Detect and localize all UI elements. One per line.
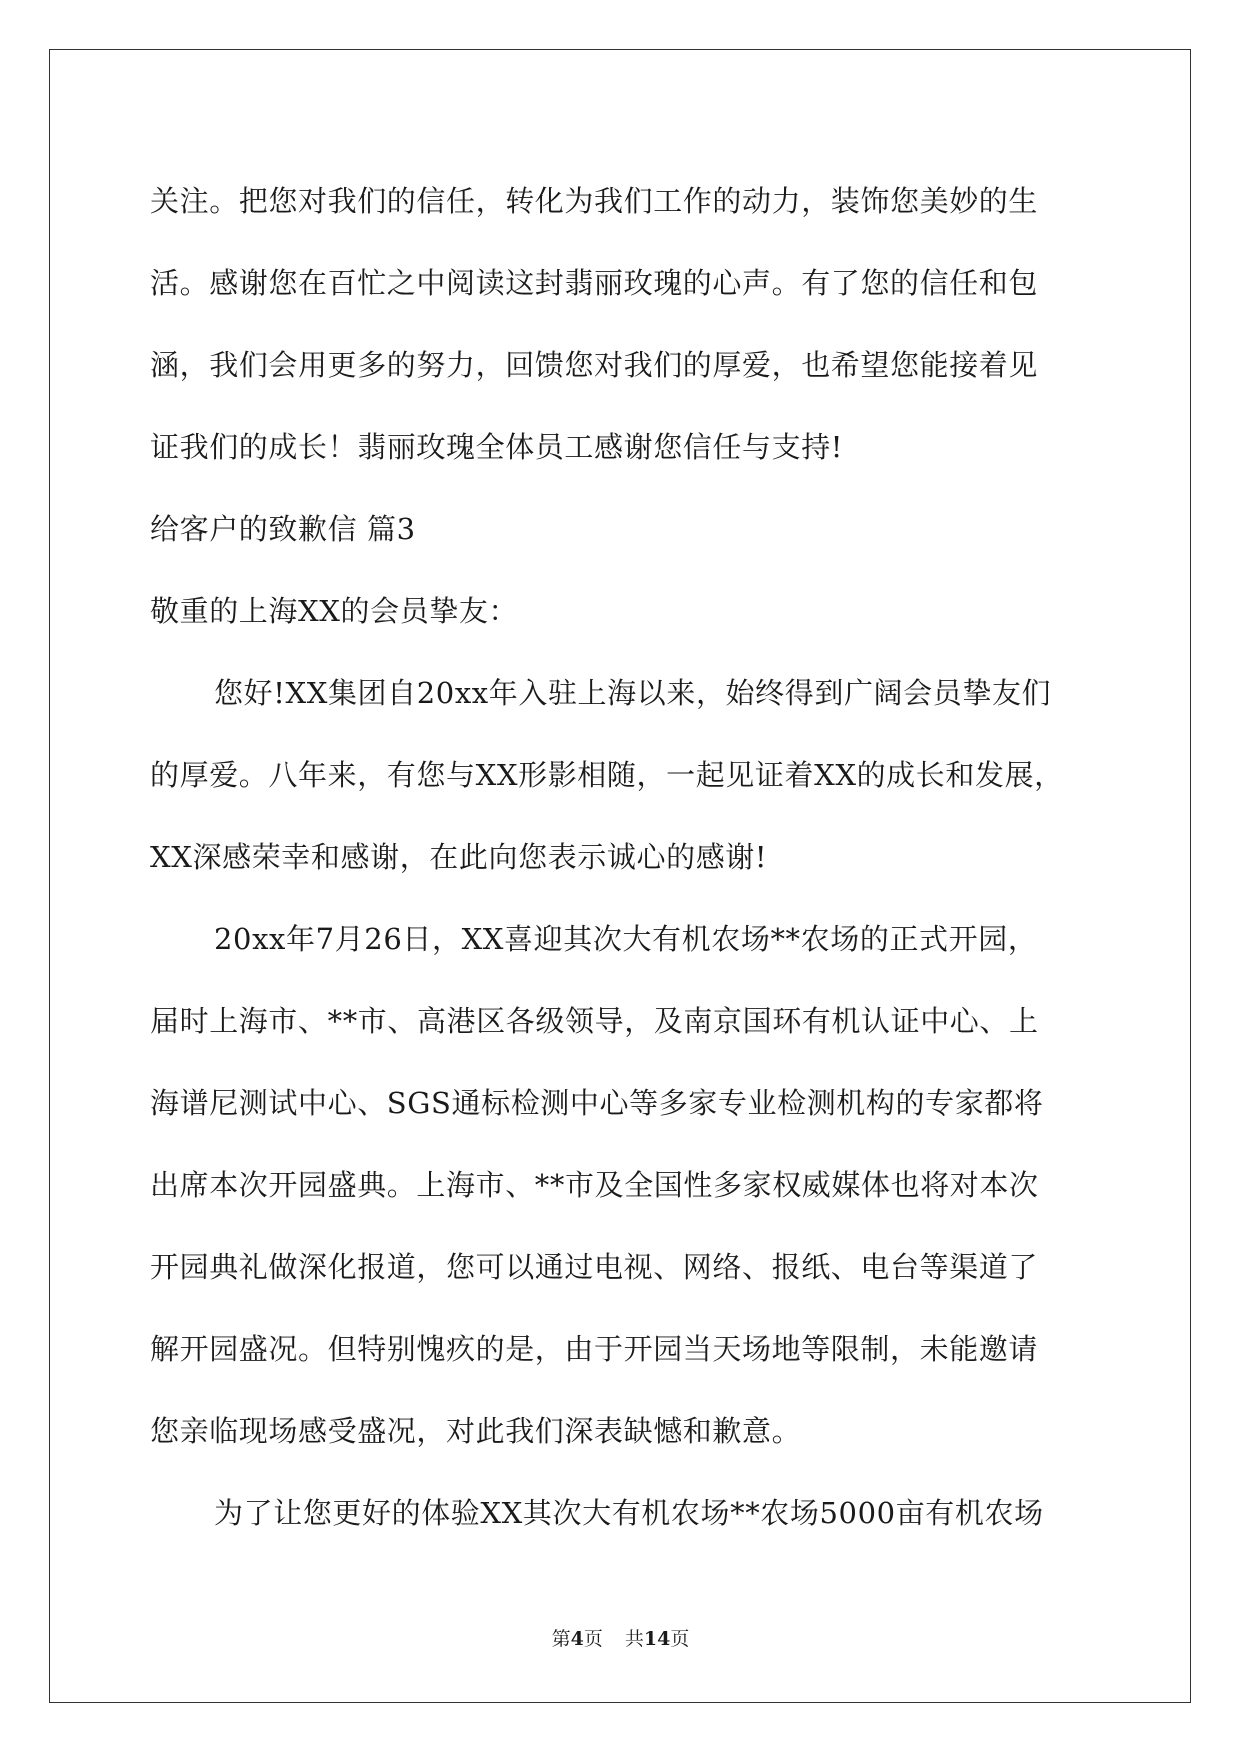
text-line: 涵，我们会用更多的努力，回馈您对我们的厚爱，也希望您能接着见 xyxy=(150,348,1039,382)
salutation: 敬重的上海XX的会员挚友： xyxy=(150,594,519,628)
page-prefix: 第 xyxy=(551,1628,571,1650)
text-line: 的厚爱。八年来，有您与XX形影相随，一起见证着XX的成长和发展， xyxy=(150,758,1064,792)
current-page-number: 4 xyxy=(570,1628,584,1650)
text-line: XX深感荣幸和感谢，在此向您表示诚心的感谢! xyxy=(150,840,768,874)
page-unit: 页 xyxy=(583,1628,603,1650)
text-line: 海谱尼测试中心、SGS通标检测中心等多家专业检测机构的专家都将 xyxy=(150,1086,1044,1120)
total-prefix: 共 xyxy=(624,1628,644,1650)
paragraph-start: 为了让您更好的体验XX其次大有机农场**农场5000亩有机农场 xyxy=(214,1496,1044,1530)
paragraph-start: 您好!XX集团自20xx年入驻上海以来，始终得到广阔会员挚友们 xyxy=(214,676,1052,710)
total-unit: 页 xyxy=(670,1628,690,1650)
paragraph-start: 20xx年7月26日，XX喜迎其次大有机农场**农场的正式开园， xyxy=(214,922,1038,956)
document-body xyxy=(150,160,1100,1554)
text-line: 活。感谢您在百忙之中阅读这封翡丽玫瑰的心声。有了您的信任和包 xyxy=(150,266,1039,300)
total-page-count: 14 xyxy=(643,1628,671,1650)
text-line: 您亲临现场感受盛况，对此我们深表缺憾和歉意。 xyxy=(150,1414,802,1448)
text-line: 出席本次开园盛典。上海市、**市及全国性多家权威媒体也将对本次 xyxy=(150,1168,1039,1202)
text-line: 证我们的成长！翡丽玫瑰全体员工感谢您信任与支持! xyxy=(150,430,844,464)
page-footer xyxy=(0,1624,1241,1651)
text-line: 关注。把您对我们的信任，转化为我们工作的动力，装饰您美妙的生 xyxy=(150,184,1039,218)
text-line: 届时上海市、**市、高港区各级领导，及南京国环有机认证中心、上 xyxy=(150,1004,1039,1038)
text-line: 开园典礼做深化报道，您可以通过电视、网络、报纸、电台等渠道了 xyxy=(150,1250,1039,1284)
section-heading: 给客户的致歉信 篇3 xyxy=(150,512,416,546)
text-line: 解开园盛况。但特别愧疚的是，由于开园当天场地等限制，未能邀请 xyxy=(150,1332,1039,1366)
